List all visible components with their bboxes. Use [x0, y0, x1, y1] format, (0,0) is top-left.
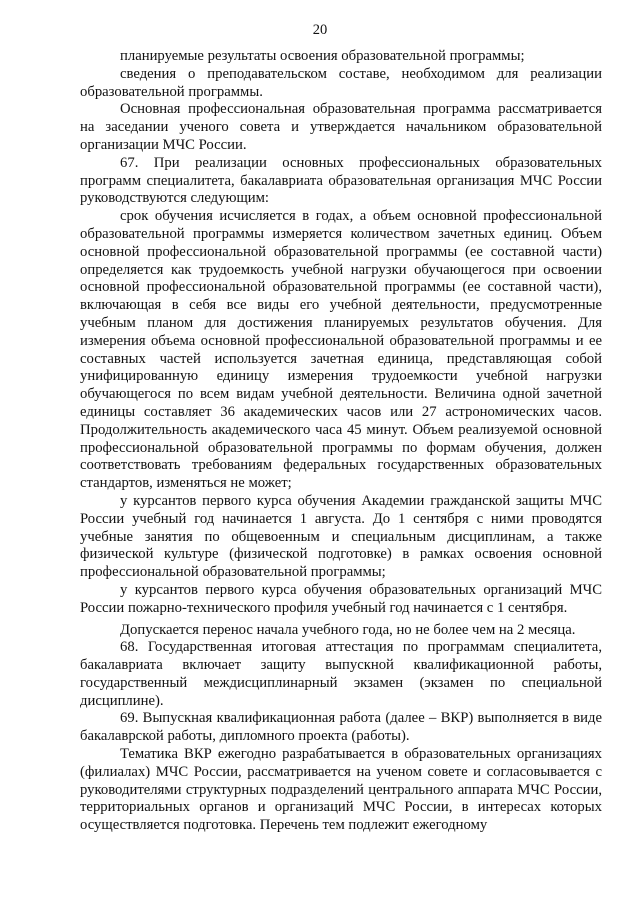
page-number: 20 [312, 22, 328, 38]
paragraph: сведения о преподавательском составе, необходимом для реализации образовательной программы. [80, 65, 602, 100]
paragraph: 67. При реализации основных профессиональных образовательных программ специалитета, бакалавриата образовательная организация МЧС России руководствуются следующим: [80, 154, 602, 207]
paragraph: 69. Выпускная квалификационная работа (далее – ВКР) выполняется в виде бакалаврской работы, дипломного проекта (работы). [80, 710, 602, 745]
paragraph: срок обучения исчисляется в годах, а объем основной профессиональной образовательной программы измеряется количеством зачетных единиц. Объем основной профессиональной образовательной программы (ее составной части) определяется как трудоемкость учебной нагрузки обучающегося при освоении основной профессиональной образовательной программы (ее составной части), включающая в себя все виды его учебной деятельности, предусмотренные учебным планом для достижения планируемых результатов обучения. Для измерения объема основной профессиональной образовательной программы и ее составных частей используется зачетная единица, представляющая собой унифицированную единицу измерения трудоемкости учебной нагрузки обучающегося по всем видам учебной деятельности. Величина одной зачетной единицы составляет 36 академических часов или 27 астрономических часов. Продолжительность академического часа 45 минут. Объем реализуемой основной профессиональной образовательной программы по формам обучения, должен соответствовать требованиям федеральных государственных образовательных стандартов, изменяться не может; [80, 208, 602, 492]
paragraph: Основная профессиональная образовательная программа рассматривается на заседании ученого совета и утверждается начальником образовательной организации МЧС России. [80, 101, 602, 153]
paragraph: Допускается перенос начала учебного года, но не более чем на 2 месяца. [120, 621, 576, 638]
paragraph: у курсантов первого курса обучения образовательных организаций МЧС России пожарно-технического профиля учебный год начинается с 1 сентября. [80, 581, 602, 616]
paragraph: 68. Государственная итоговая аттестация по программам специалитета, бакалавриата включает защиту выпускной квалификационной работы, государственный междисциплинарный экзамен (экзамен по специальной дисциплине). [80, 639, 602, 709]
paragraph: Тематика ВКР ежегодно разрабатывается в образовательных организациях (филиалах) МЧС России, рассматривается на ученом совете и согласовывается с руководителями структурных подразделений центрального аппарата МЧС России, территориальных органов и организаций МЧС России, в интересах которых осуществляется подготовка. Перечень тем подлежит ежегодному [80, 746, 602, 834]
document-body [80, 48, 602, 835]
paragraph: планируемые результаты освоения образовательной программы; [120, 48, 525, 64]
paragraph: у курсантов первого курса обучения Академии гражданской защиты МЧС России учебный год начинается 1 августа. До 1 сентября с ними проводятся учебные занятия по общевоенным и специальным дисциплинам, а также физической культуре (физической подготовке) в рамках освоения основной профессиональной образовательной программы; [80, 492, 602, 581]
